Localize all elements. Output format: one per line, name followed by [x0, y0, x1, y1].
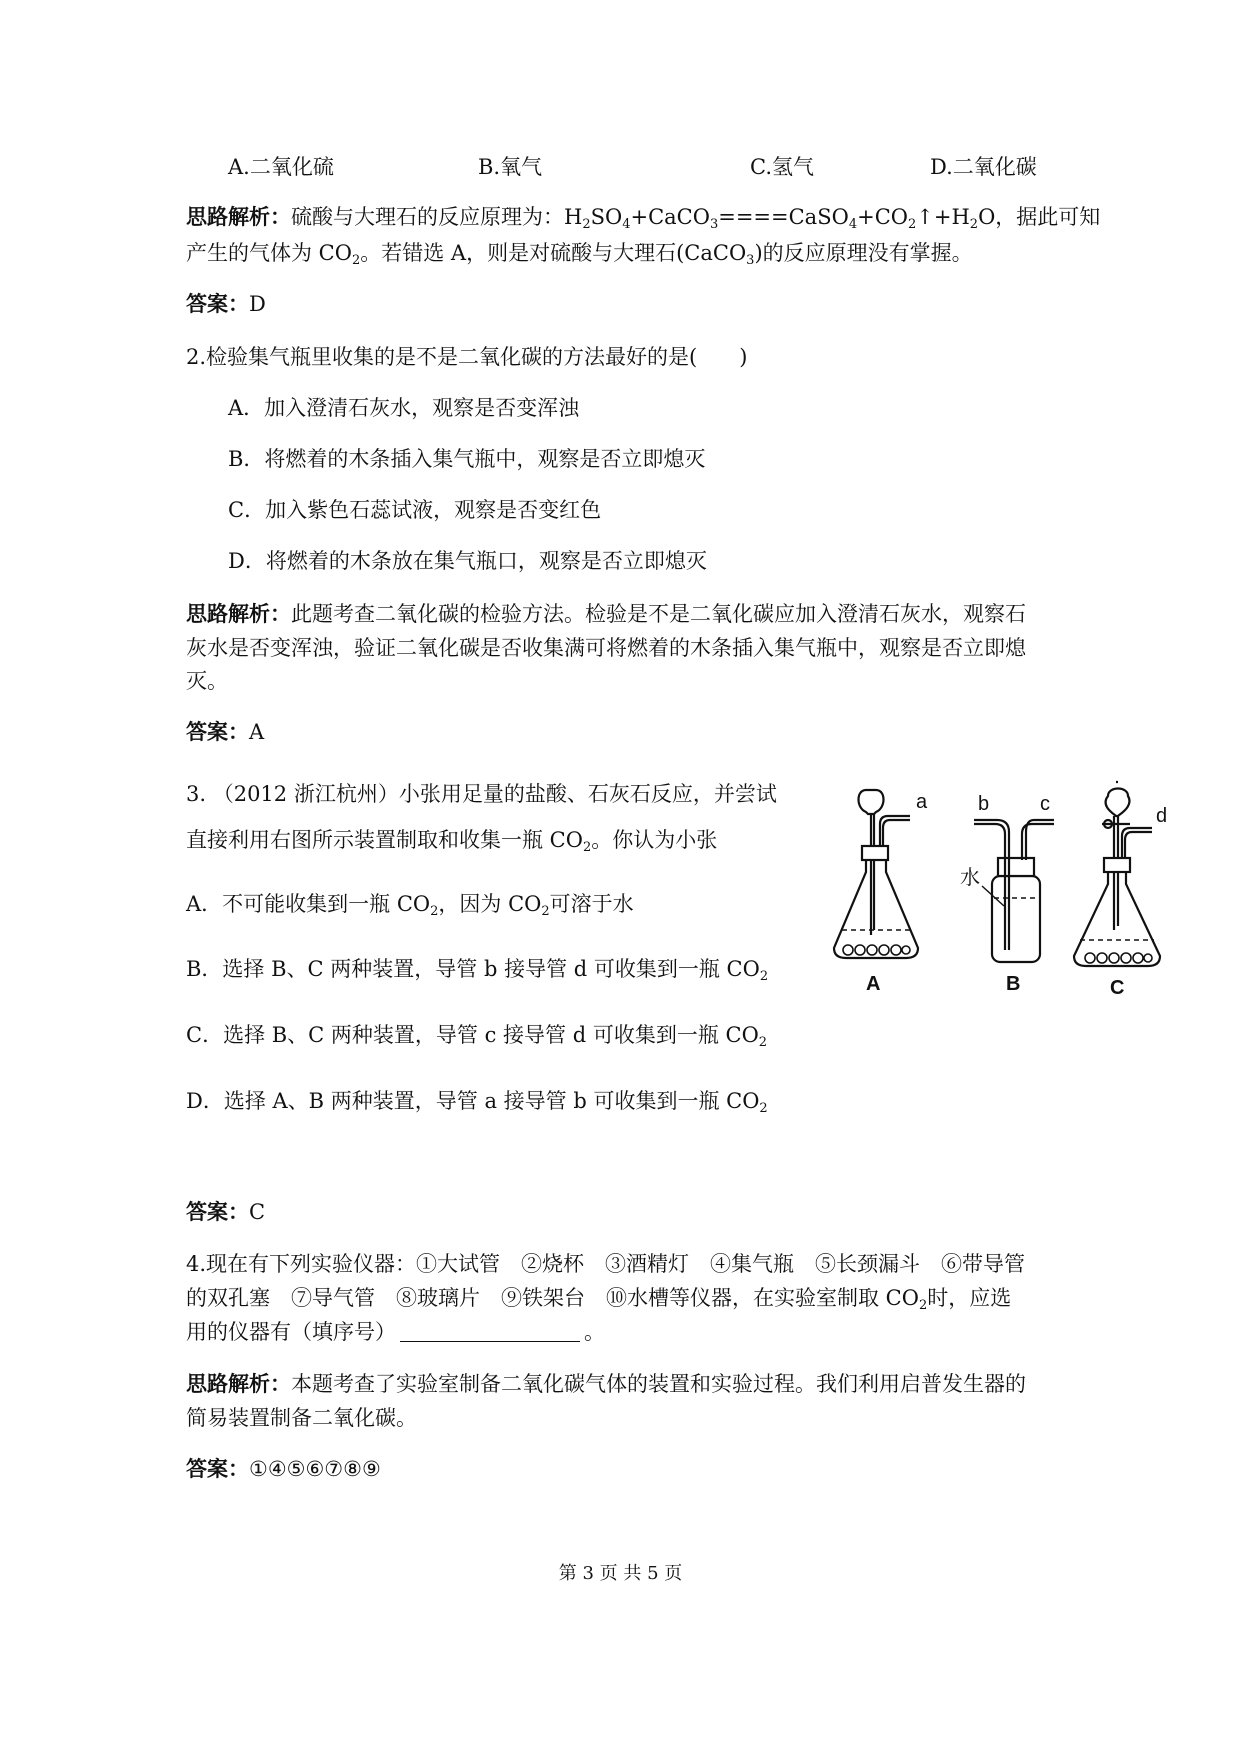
label-apparatus-a: A — [866, 973, 881, 995]
option-text: A．不可能收集到一瓶 CO — [186, 892, 431, 916]
q2-stem: 2.检验集气瓶里收集的是不是二氧化碳的方法最好的是( ) — [186, 345, 748, 369]
q1-option-b: B.氧气 — [478, 155, 543, 179]
answer-value: C — [249, 1200, 266, 1224]
answer-blank[interactable] — [400, 1319, 580, 1342]
q2-option-d: D．将燃着的木条放在集气瓶口，观察是否立即熄灭 — [228, 549, 707, 573]
apparatus-b — [974, 820, 1054, 962]
q3-stem-line1: 3. （2012 浙江杭州）小张用足量的盐酸、石灰石反应，并尝试 — [186, 782, 777, 806]
stem-text: 直接利用右图所示装置制取和收集一瓶 CO — [186, 828, 583, 852]
q2-option-a: A．加入澄清石灰水，观察是否变浑浊 — [228, 396, 580, 420]
apparatus-c — [1074, 782, 1160, 966]
analysis-text: 本题考查了实验室制备二氧化碳气体的装置和实验过程。我们利用启普发生器的 — [291, 1372, 1026, 1396]
apparatus-figure — [822, 780, 1182, 1005]
analysis-label: 思路解析： — [186, 204, 291, 229]
label-c: c — [1040, 793, 1050, 815]
q4-answer — [186, 1455, 381, 1483]
q4-stem-line3 — [186, 1318, 605, 1346]
q2-answer — [186, 718, 264, 746]
answer-label: 答案： — [186, 291, 249, 316]
apparatus-a — [834, 790, 918, 958]
q1-analysis-line1: 思路解析：硫酸与大理石的反应原理为：$H_2SO_4+CaCO_3====CaSO_4+CO_2↑+H_2O$，据此可知 — [186, 204, 1101, 232]
q1-option-a: A.二氧化硫 — [228, 155, 334, 179]
q1-option-c: C.氢气 — [750, 155, 814, 179]
analysis-text: )的反应原理没有掌握。 — [754, 241, 973, 265]
answer-value: ①④⑤⑥⑦⑧⑨ — [249, 1457, 381, 1481]
label-apparatus-b: B — [1006, 973, 1021, 995]
stem-text: 时，应选 — [927, 1286, 1012, 1310]
q1-answer — [186, 290, 266, 318]
answer-label: 答案： — [186, 1456, 249, 1481]
analysis-text: 此题考查二氧化碳的检验方法。检验是不是二氧化碳应加入澄清石灰水，观察石 — [291, 602, 1026, 626]
label-water: 水 — [960, 865, 980, 889]
q4-stem-line1: 4.现在有下列实验仪器：①大试管 ②烧杯 ③酒精灯 ④集气瓶 ⑤长颈漏斗 ⑥带导管 — [186, 1252, 1026, 1276]
analysis-label: 思路解析： — [186, 601, 291, 626]
q2-option-c: C．加入紫色石蕊试液，观察是否变红色 — [228, 498, 602, 522]
q4-analysis-line2: 简易装置制备二氧化碳。 — [186, 1406, 417, 1430]
option-text: D．选择 A、B 两种装置，导管 a 接导管 b 可收集到一瓶 CO — [186, 1089, 760, 1113]
q4-analysis-line1 — [186, 1370, 1026, 1398]
q3-option-c: C．选择 B、C 两种装置，导管 c 接导管 d 可收集到一瓶 $CO_2$ — [186, 1023, 768, 1050]
option-text: ，因为 CO — [438, 892, 542, 916]
option-text: C．选择 B、C 两种装置，导管 c 接导管 d 可收集到一瓶 CO — [186, 1023, 759, 1047]
stem-text: 。 — [584, 1320, 605, 1344]
label-b: b — [978, 793, 990, 815]
analysis-text: O，据此可知 — [978, 205, 1101, 229]
q2-analysis-line2: 灰水是否变浑浊，验证二氧化碳是否收集满可将燃着的木条插入集气瓶中，观察是否立即熄 — [186, 636, 1026, 660]
analysis-label: 思路解析： — [186, 1371, 291, 1396]
stem-text: 的双孔塞 ⑦导气管 ⑧玻璃片 ⑨铁架台 ⑩水槽等仪器，在实验室制取 CO — [186, 1286, 919, 1310]
q3-option-a: A．不可能收集到一瓶 $CO_2$，因为 $CO_2$可溶于水 — [186, 892, 634, 919]
q3-stem-line2: 直接利用右图所示装置制取和收集一瓶 $CO_2$。你认为小张 — [186, 828, 718, 855]
analysis-text: 硫酸与大理石的反应原理为：H — [291, 205, 583, 229]
label-apparatus-c: C — [1110, 977, 1125, 999]
q3-option-b: B．选择 B、C 两种装置，导管 b 接导管 d 可收集到一瓶 $CO_2$ — [186, 957, 769, 984]
q2-analysis-line1 — [186, 600, 1026, 628]
label-d: d — [1156, 805, 1168, 827]
q2-analysis-line3: 灭。 — [186, 669, 228, 693]
answer-label: 答案： — [186, 719, 249, 744]
q2-option-b: B．将燃着的木条插入集气瓶中，观察是否立即熄灭 — [228, 447, 706, 471]
label-a: a — [916, 791, 928, 813]
q4-stem-line2: 的双孔塞 ⑦导气管 ⑧玻璃片 ⑨铁架台 ⑩水槽等仪器，在实验室制取 $CO_2$时，应选 — [186, 1286, 1012, 1313]
answer-value: D — [249, 292, 266, 316]
q3-option-d: D．选择 A、B 两种装置，导管 a 接导管 b 可收集到一瓶 $CO_2$ — [186, 1089, 768, 1116]
stem-text: 用的仪器有（填序号） — [186, 1320, 396, 1344]
analysis-text: 产生的气体为 CO — [186, 241, 352, 265]
q3-answer — [186, 1198, 265, 1226]
q1-analysis-line2: 产生的气体为 $CO_2$。若错选 A，则是对硫酸与大理石(CaCO$_3$)的反应原理没有掌握。 — [186, 241, 973, 268]
option-text: B．选择 B、C 两种装置，导管 b 接导管 d 可收集到一瓶 CO — [186, 957, 760, 981]
option-text: 可溶于水 — [549, 892, 634, 916]
q1-option-d: D.二氧化碳 — [930, 155, 1037, 179]
stem-text: 。你认为小张 — [591, 828, 718, 852]
analysis-text: 。若错选 A，则是对硫酸与大理石(CaCO — [360, 241, 747, 265]
answer-value: A — [249, 720, 265, 744]
page-number: 第 3 页 共 5 页 — [558, 1563, 683, 1584]
answer-label: 答案： — [186, 1199, 249, 1224]
